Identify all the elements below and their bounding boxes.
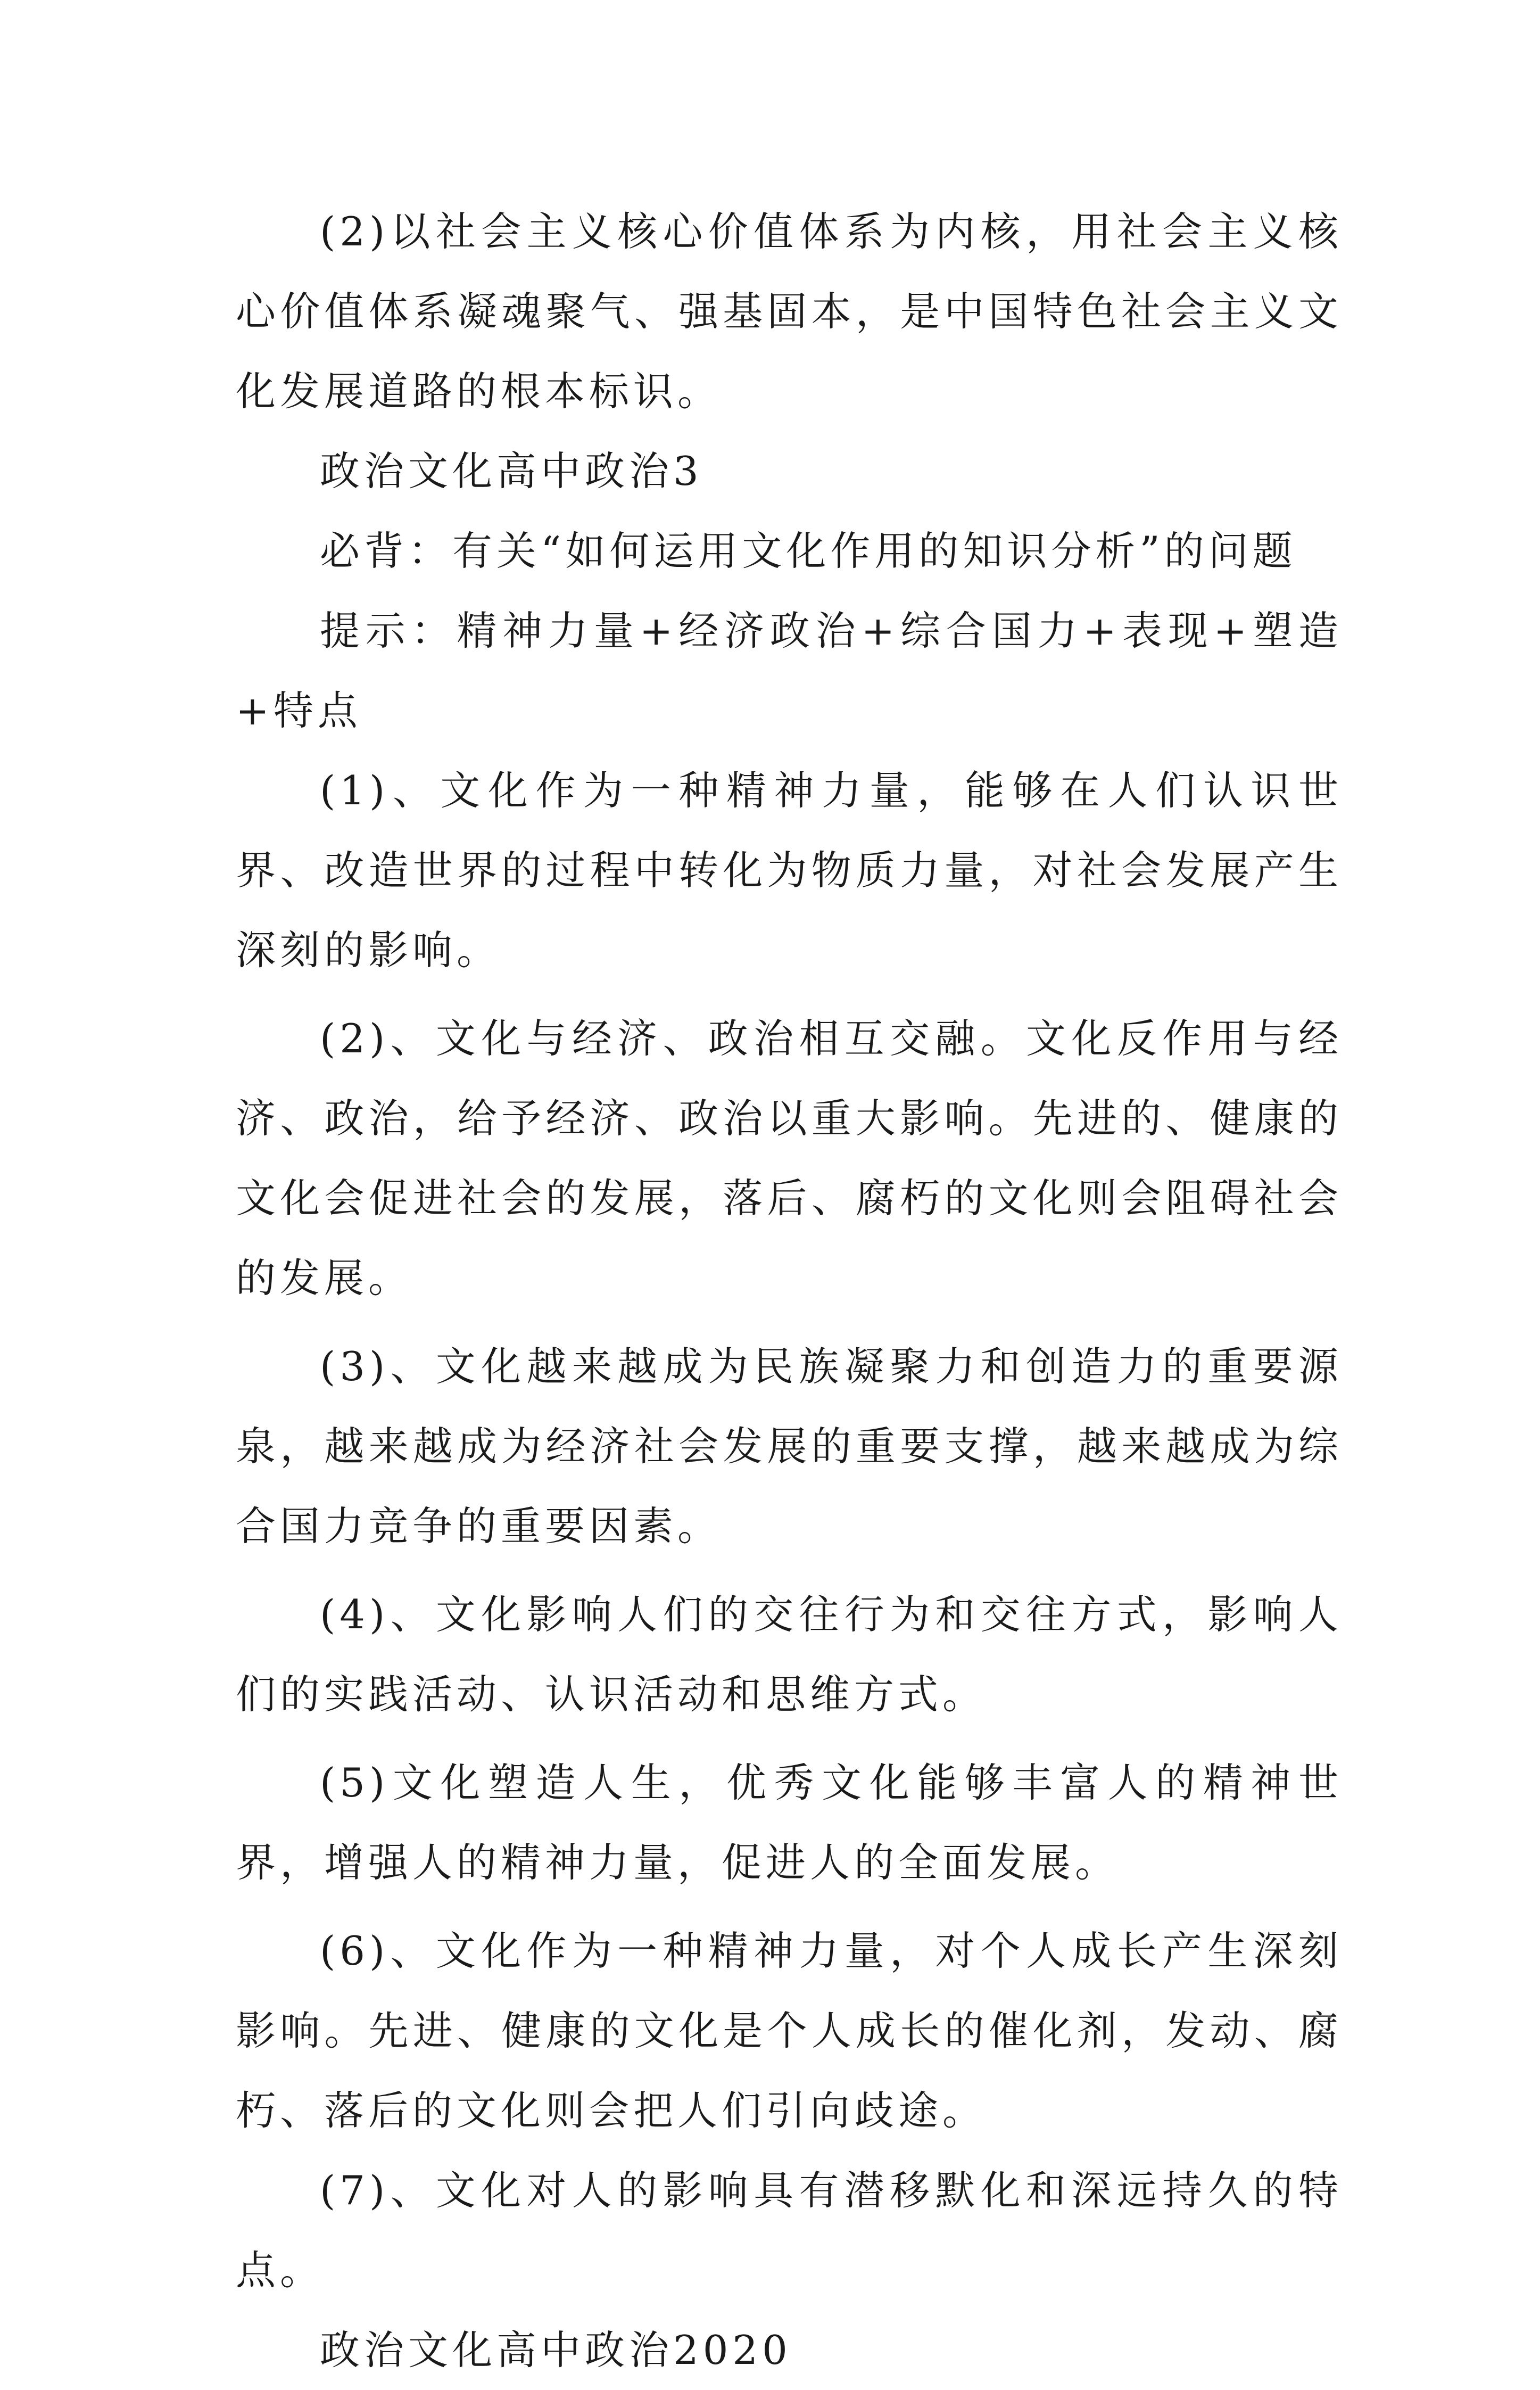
section-heading-3: 政治文化高中政治3 [320, 448, 703, 495]
paragraph-point-5: (5)文化塑造人生，优秀文化能够丰富人的精神世界，增强人的精神力量，促进人的全面发展。 [236, 1759, 1343, 1886]
hint-line: 提示：精神力量+经济政治+综合国力+表现+塑造+特点 [236, 607, 1343, 734]
paragraph-core-values: (2)以社会主义核心价值体系为内核，用社会主义核心价值体系凝魂聚气、强基固本，是中国特色社会主义文化发展道路的根本标识。 [236, 208, 1343, 415]
paragraph-point-6: (6)、文化作为一种精神力量，对个人成长产生深刻影响。先进、健康的文化是个人成长的催化剂，发动、腐朽、落后的文化则会把人们引向歧途。 [236, 1927, 1343, 2134]
must-memorize-line: 必背：有关“如何运用文化作用的知识分析”的问题 [320, 528, 1297, 574]
paragraph-point-3: (3)、文化越来越成为民族凝聚力和创造力的重要源泉，越来越成为经济社会发展的重要支撑，越来越成为综合国力竞争的重要因素。 [236, 1343, 1343, 1550]
paragraph-point-7: (7)、文化对人的影响具有潜移默化和深远持久的特点。 [236, 2167, 1343, 2294]
section-heading-2020: 政治文化高中政治2020 [320, 2327, 792, 2373]
document-body [236, 192, 1343, 2390]
paragraph-point-2: (2)、文化与经济、政治相互交融。文化反作用与经济、政治，给予经济、政治以重大影响。先进的、健康的文化会促进社会的发展，落后、腐朽的文化则会阻碍社会的发展。 [236, 1015, 1343, 1301]
paragraph-point-4: (4)、文化影响人们的交往行为和交往方式，影响人们的实践活动、认识活动和思维方式。 [236, 1591, 1343, 1718]
paragraph-point-1: (1)、文化作为一种精神力量，能够在人们认识世界、改造世界的过程中转化为物质力量，对社会发展产生深刻的影响。 [236, 767, 1343, 974]
